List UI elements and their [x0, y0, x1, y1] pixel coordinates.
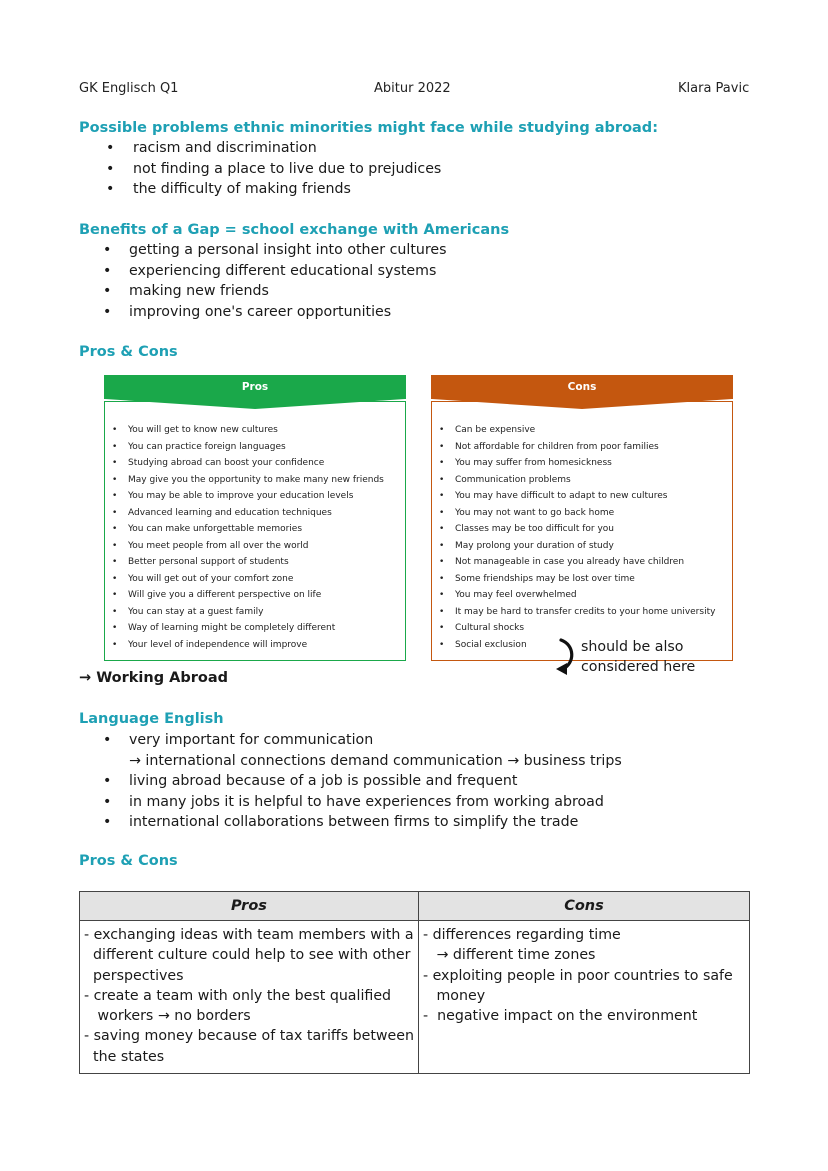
- section5-title: Pros & Cons: [79, 853, 178, 869]
- cons-line: - negative impact on the environment: [422, 1008, 698, 1025]
- bullet: •: [106, 140, 115, 156]
- section3-title: Pros & Cons: [79, 344, 178, 360]
- list-item-text: → international connections demand communication → business trips: [129, 752, 622, 769]
- bullet: •: [103, 242, 112, 258]
- list-item: [103, 771, 703, 792]
- cons-item: • Not manageable in case you already have children: [433, 554, 715, 571]
- list-item-text: improving one's career opportunities: [129, 303, 392, 320]
- note-line: considered here: [581, 659, 696, 675]
- list-item-text: international collaborations between firms to simplify the trade: [129, 814, 579, 830]
- list-item-text: experiencing different educational systems: [129, 262, 437, 279]
- pros-line: the states: [84, 1048, 165, 1065]
- list-item-text: not finding a place to live due to prejudices: [133, 160, 442, 177]
- pros-item: • You will get out of your comfort zone: [106, 571, 384, 588]
- list-item-text: living abroad because of a job is possible and frequent: [129, 773, 518, 789]
- cons-item: • Communication problems: [433, 472, 715, 489]
- note-line: should be also: [581, 639, 684, 655]
- cons-cell: [418, 921, 749, 1074]
- cons-item: • You may have difficult to adapt to new cultures: [433, 488, 715, 505]
- section4-title: Language English: [79, 711, 224, 727]
- bullet: •: [106, 160, 115, 177]
- pros-item: • Advanced learning and education techniques: [106, 505, 384, 522]
- list-item-text: making new friends: [129, 283, 269, 299]
- table-header-row: [80, 892, 750, 921]
- cons-box-arrow: [432, 399, 732, 409]
- cons-item: • You may feel overwhelmed: [433, 587, 715, 604]
- cons-item: • Can be expensive: [433, 422, 715, 439]
- cons-item: • Not affordable for children from poor families: [433, 439, 715, 456]
- header-author: Klara Pavic: [678, 81, 750, 96]
- cons-item: • You may not want to go back home: [433, 505, 715, 522]
- pros-line: - create a team with only the best qualified: [84, 987, 392, 1004]
- table-row: [80, 921, 750, 1074]
- list-item-text: racism and discrimination: [133, 140, 317, 156]
- section1-title: Possible problems ethnic minorities might face while studying abroad:: [79, 120, 658, 136]
- cons-item: • It may be hard to transfer credits to your home university: [433, 604, 715, 621]
- curved-arrow-icon: [553, 637, 579, 677]
- cons-line: → different time zones: [422, 947, 596, 964]
- pros-line: workers → no borders: [84, 1008, 251, 1025]
- list-item: [103, 730, 703, 751]
- cons-item: • May prolong your duration of study: [433, 538, 715, 555]
- list-item: [103, 302, 603, 323]
- section4-list: [103, 730, 703, 833]
- pros-line: - exchanging ideas with team members with a: [84, 927, 414, 943]
- list-item: [103, 792, 703, 813]
- pros-column-header: Pros: [80, 892, 419, 921]
- list-item-text: in many jobs it is helpful to have experiences from working abroad: [129, 793, 604, 810]
- bullet: •: [103, 793, 112, 810]
- pros-item: • Better personal support of students: [106, 554, 384, 571]
- list-item: [106, 159, 606, 180]
- pros-item: • You may be able to improve your education levels: [106, 488, 384, 505]
- pros-item: • You can stay at a guest family: [106, 604, 384, 621]
- list-item: [103, 812, 703, 833]
- pros-item: • Your level of independence will improve: [106, 637, 384, 654]
- pros-cell: [80, 921, 419, 1074]
- pros-item: • Will give you a different perspective on life: [106, 587, 384, 604]
- cons-item: • Social exclusion: [433, 637, 715, 654]
- list-item: [103, 281, 603, 302]
- pros-item: • May give you the opportunity to make many new friends: [106, 472, 384, 489]
- pros-item: • Studying abroad can boost your confidence: [106, 455, 384, 472]
- pros-item: • You will get to know new cultures: [106, 422, 384, 439]
- cons-item: • Cultural shocks: [433, 620, 715, 637]
- cons-line: - differences regarding time: [422, 927, 621, 943]
- pros-box-arrow: [105, 399, 405, 409]
- pros-line: different culture could help to see with other: [84, 947, 411, 964]
- bullet: •: [103, 814, 112, 830]
- bullet: •: [103, 732, 112, 748]
- section2-title: Benefits of a Gap = school exchange with Americans: [79, 222, 510, 238]
- pros-item: • You meet people from all over the world: [106, 538, 384, 555]
- header-exam: Abitur 2022: [374, 81, 451, 96]
- pros-cons-table: [79, 891, 750, 1074]
- list-item-text: the difficulty of making friends: [133, 181, 351, 197]
- cons-list: [433, 422, 715, 653]
- cons-item: • You may suffer from homesickness: [433, 455, 715, 472]
- pros-list: [106, 422, 384, 653]
- note: [581, 637, 695, 677]
- cons-column-header: Cons: [418, 892, 749, 921]
- working-abroad-heading: → Working Abroad: [79, 670, 229, 686]
- list-item-continuation: [103, 751, 703, 772]
- bullet: •: [103, 262, 112, 279]
- bullet: •: [103, 303, 112, 320]
- bullet: •: [103, 283, 112, 299]
- list-item: [106, 179, 606, 200]
- list-item-text: getting a personal insight into other cultures: [129, 242, 447, 258]
- list-item: [103, 240, 603, 261]
- section1-list: [106, 138, 606, 200]
- cons-box-header: Cons: [431, 375, 733, 399]
- cons-item: • Classes may be too difficult for you: [433, 521, 715, 538]
- pros-item: • You can practice foreign languages: [106, 439, 384, 456]
- list-item-text: very important for communication: [129, 732, 374, 748]
- cons-item: • Some friendships may be lost over time: [433, 571, 715, 588]
- list-item: [106, 138, 606, 159]
- bullet: •: [106, 181, 115, 197]
- pros-box-header: Pros: [104, 375, 406, 399]
- bullet: •: [103, 773, 112, 789]
- cons-line: money: [422, 987, 486, 1004]
- pros-item: • Way of learning might be completely different: [106, 620, 384, 637]
- header-course: GK Englisch Q1: [79, 81, 179, 96]
- list-item: [103, 261, 603, 282]
- cons-line: - exploiting people in poor countries to safe: [422, 967, 733, 984]
- pros-line: - saving money because of tax tariffs between: [84, 1028, 414, 1045]
- pros-line: perspectives: [84, 967, 184, 984]
- section2-list: [103, 240, 603, 322]
- pros-item: • You can make unforgettable memories: [106, 521, 384, 538]
